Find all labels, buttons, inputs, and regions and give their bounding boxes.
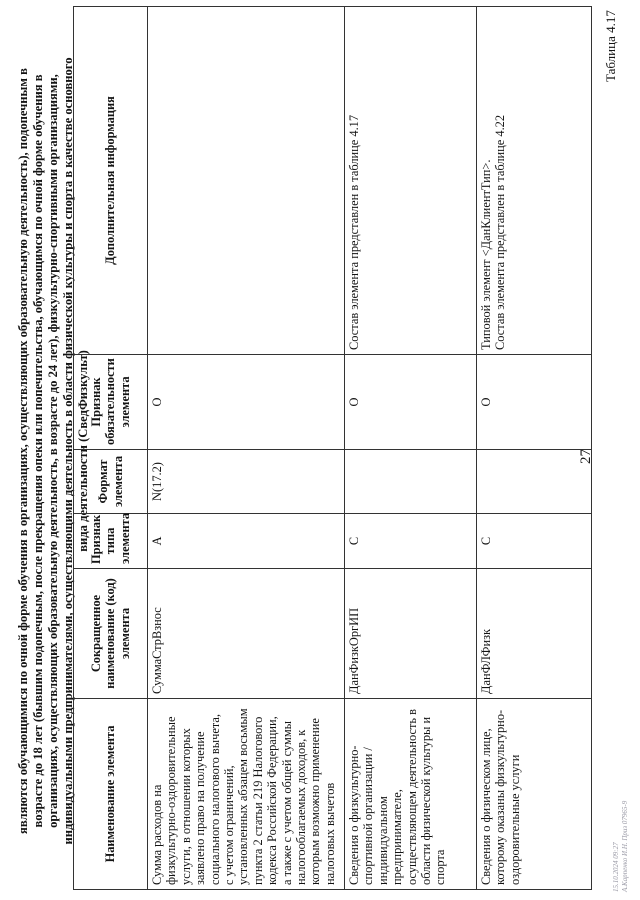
cell-format: N(17.2) <box>148 450 345 514</box>
cell-required: О <box>148 355 345 450</box>
cell-info <box>148 7 345 355</box>
cell-format <box>477 450 592 514</box>
header-cell-required: Признак обязательности элемента <box>74 355 148 450</box>
cell-type: С <box>477 514 592 569</box>
page-number: 27 <box>578 449 594 464</box>
cell-name: Сведения о физическом лице, которому оказаны физкультурно- оздоровительные услуги <box>477 699 592 890</box>
table-header-row <box>74 7 148 890</box>
signature-stamp: 15.10.2024 09:27 А.Карпенко И.Н. Приз 07965-9 <box>612 800 629 892</box>
heading-line: являются обучающимися по очной форме обучения в организациях, осуществляющих образовательную деятельность), подопечным в <box>16 68 30 834</box>
cell-required: О <box>477 355 592 450</box>
header-cell-info: Дополнительная информация <box>74 7 148 355</box>
cell-name: Сумма расходов на физкультурно-оздоровительные услуги, в отношении которых заявлено право на получение социального налогового вычета, с учетом ограничений, установленных абзацем восьмым пункта 2 статьи 219 Налогового кодекса Российской Федерации, а также с учетом общей суммы налогооблагаемых доходов, к которым возможно применение налоговых вычетов <box>148 699 345 890</box>
table-row <box>148 7 345 890</box>
cell-info: Типовой элемент <ДанКлиентТип>. Состав элемента представлен в таблице 4.22 <box>477 7 592 355</box>
table-row <box>345 7 477 890</box>
header-cell-format: Формат элемента <box>74 450 148 514</box>
cell-name: Сведения о физкультурно- спортивной организации / индивидуальном предпринимателе, осуществляющем деятельность в области физической культуры и спорта <box>345 699 477 890</box>
table-caption: Таблица 4.17 <box>603 10 618 82</box>
heading-line: организациях, осуществляющих образовательную деятельность, в возрасте до 24 лет), физкультурно-спортивными организациями, <box>46 74 60 828</box>
elements-table <box>73 6 592 890</box>
cell-type: С <box>345 514 477 569</box>
cell-code: ДанФЛФизк <box>477 569 592 699</box>
cell-info: Состав элемента представлен в таблице 4.17 <box>345 7 477 355</box>
cell-format <box>345 450 477 514</box>
heading-line: индивидуальными предпринимателями, осуществляющими деятельность в области физической культуры и спорта в качестве основного <box>61 57 75 845</box>
heading-line: возрасте до 18 лет (бывшим подопечным, после прекращения опеки или попечительства, обучающимся по очной форме обучения в <box>31 74 45 828</box>
header-cell-code: Сокращенное наименование (код) элемента <box>74 569 148 699</box>
cell-type: А <box>148 514 345 569</box>
cell-code: СуммаСтрВзнос <box>148 569 345 699</box>
cell-code: ДанФизкОргИП <box>345 569 477 699</box>
table-row <box>477 7 592 890</box>
heading-line: вида деятельности (СведФизкульт) <box>76 350 90 552</box>
header-cell-name: Наименование элемента <box>74 699 148 890</box>
cell-required: О <box>345 355 477 450</box>
header-cell-type: Признак типа элемента <box>74 514 148 569</box>
